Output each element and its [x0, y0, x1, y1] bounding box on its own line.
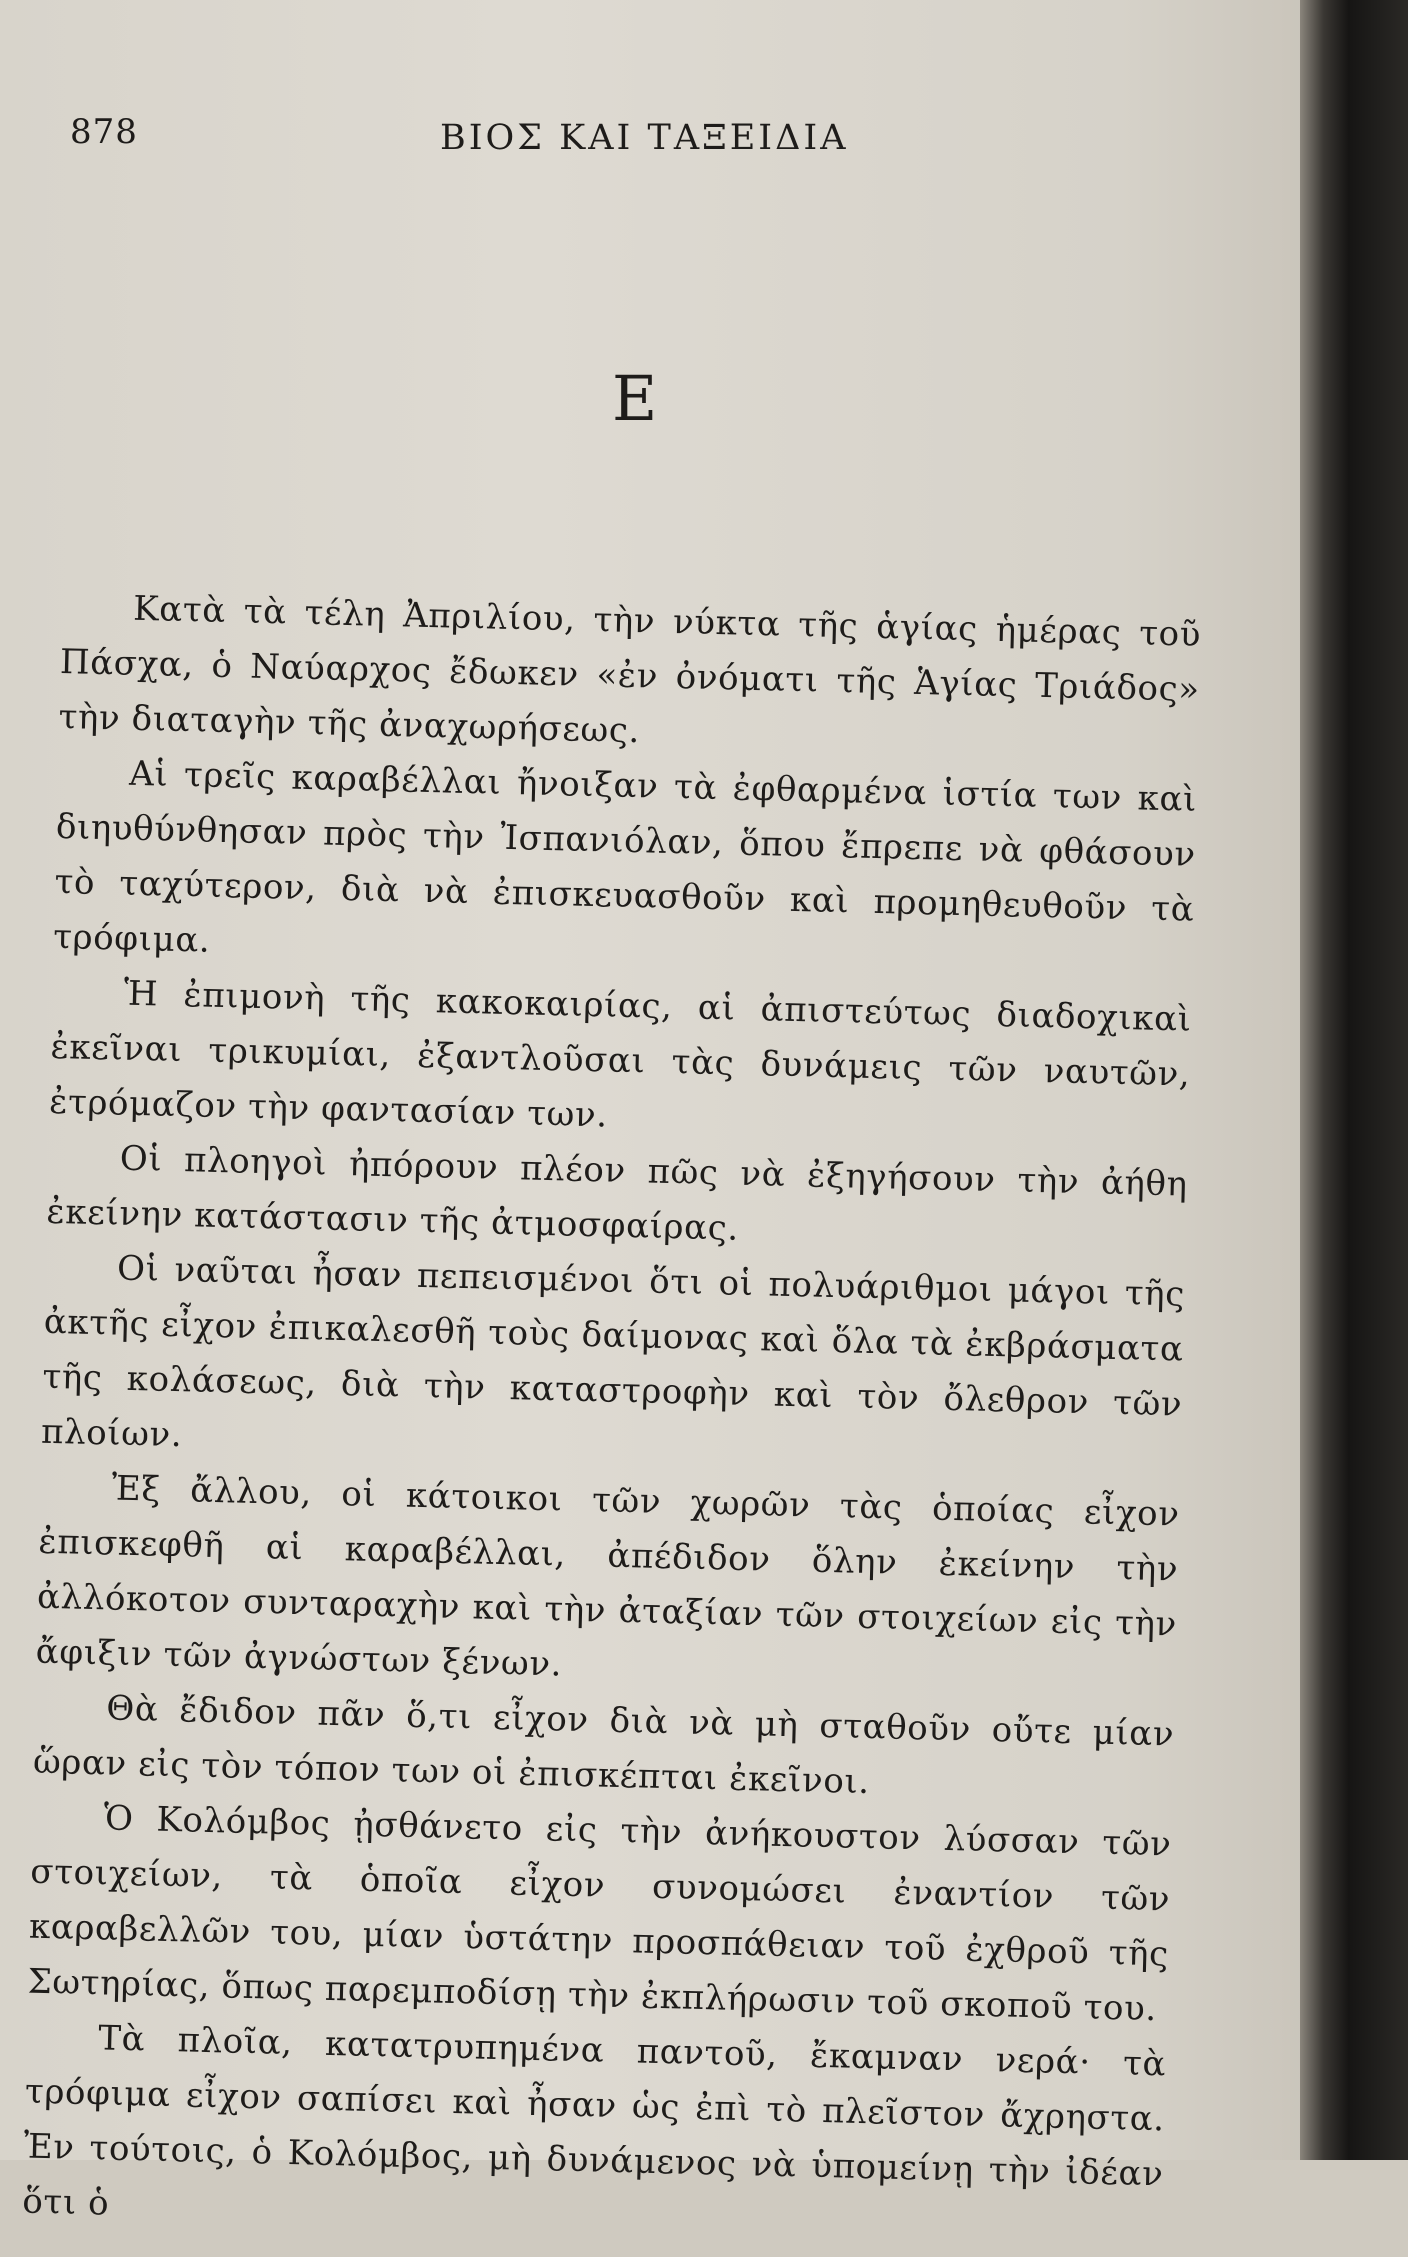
paragraph: Θὰ ἔδιδον πᾶν ὅ,τι εἶχον διὰ νὰ μὴ σταθοῦν οὔτε μίαν ὥραν εἰς τὸν τόπον των οἱ ἐπισκέπται ἐκεῖνοι. [32, 1688, 1175, 1803]
paragraph: Κατὰ τὰ τέλη Ἀπριλίου, τὴν νύκτα τῆς ἁγίας ἡμέρας τοῦ Πάσχα, ὁ Ναύαρχος ἔδωκεν «ἐν ὀνόματι τῆς Ἁγίας Τριάδος» τὴν διαταγὴν τῆς ἀναχωρήσεως. [58, 588, 1202, 752]
paragraph: Ἡ ἐπιμονὴ τῆς κακοκαιρίας, αἱ ἀπιστεύτως διαδοχικαὶ ἐκεῖναι τρικυμίαι, ἐξαντλοῦσαι τὰς δυνάμεις τῶν ναυτῶν, ἐτρόμαζον τὴν φαντασίαν των. [48, 973, 1193, 1136]
body-text [22, 580, 1202, 2257]
paragraph: Τὰ πλοῖα, κατατρυπημένα παντοῦ, ἔκαμναν νερά· τὰ τρόφιμα εἶχον σαπίσει καὶ ἦσαν ὡς ἐπὶ τὸ πλεῖστον ἄχρηστα. Ἐν τούτοις, ὁ Κολόμβος, μὴ δυνάμενος νὰ ὑπομείνῃ τὴν ἰδέαν ὅτι ὁ [21, 2018, 1167, 2224]
paragraph: Ἐξ ἄλλου, οἱ κάτοικοι τῶν χωρῶν τὰς ὁποίας εἶχον ἐπισκεφθῆ αἱ καραβέλλαι, ἀπέδιδον ὅλην ἐκείνην τὴν ἀλλόκοτον συνταραχὴν καὶ τὴν ἀταξίαν τῶν στοιχείων εἰς τὴν ἄφιξιν τῶν ἀγνώστων ξένων. [35, 1468, 1180, 1685]
paragraph: Αἱ τρεῖς καραβέλλαι ἤνοιξαν τὰ ἐφθαρμένα ἱστία των καὶ διηυθύνθησαν πρὸς τὴν Ἰσπανιόλαν, ὅπου ἔπρεπε νὰ φθάσουν τὸ ταχύτερον, διὰ νὰ ἐπισκευασθοῦν καὶ προμηθευθοῦν τὰ τρόφιμα. [52, 753, 1198, 961]
paragraph: Οἱ ναῦται ἦσαν πεπεισμένοι ὅτι οἱ πολυάριθμοι μάγοι τῆς ἀκτῆς εἶχον ἐπικαλεσθῆ τοὺς δαίμονας καὶ ὅλα τὰ ἐκβράσματα τῆς κολάσεως, διὰ τὴν καταστροφὴν καὶ τὸν ὄλεθρον τῶν πλοίων. [40, 1248, 1186, 1456]
book-binding-shadow [1300, 0, 1408, 2160]
paragraph: Οἱ πλοηγοὶ ἠπόρουν πλέον πῶς νὰ ἐξηγήσουν τὴν ἀήθη ἐκείνην κατάστασιν τῆς ἀτμοσφαίρας. [46, 1138, 1189, 1249]
paragraph: Ὁ Κολόμβος ᾐσθάνετο εἰς τὴν ἀνήκουστον λύσσαν τῶν στοιχείων, τὰ ὁποῖα εἶχον συνομώσει ἐναντίον τῶν καραβελλῶν του, μίαν ὑστάτην προσπάθειαν τοῦ ἐχθροῦ τῆς Σωτηρίας, ὅπως παρεμποδίσῃ τὴν ἐκπλήρωσιν τοῦ σκοποῦ του. [27, 1798, 1172, 2030]
page-number: 878 [70, 112, 138, 152]
section-letter: Ε [612, 362, 658, 435]
running-title: ΒΙΟΣ ΚΑΙ ΤΑΞΕΙΔΙΑ [440, 118, 849, 158]
